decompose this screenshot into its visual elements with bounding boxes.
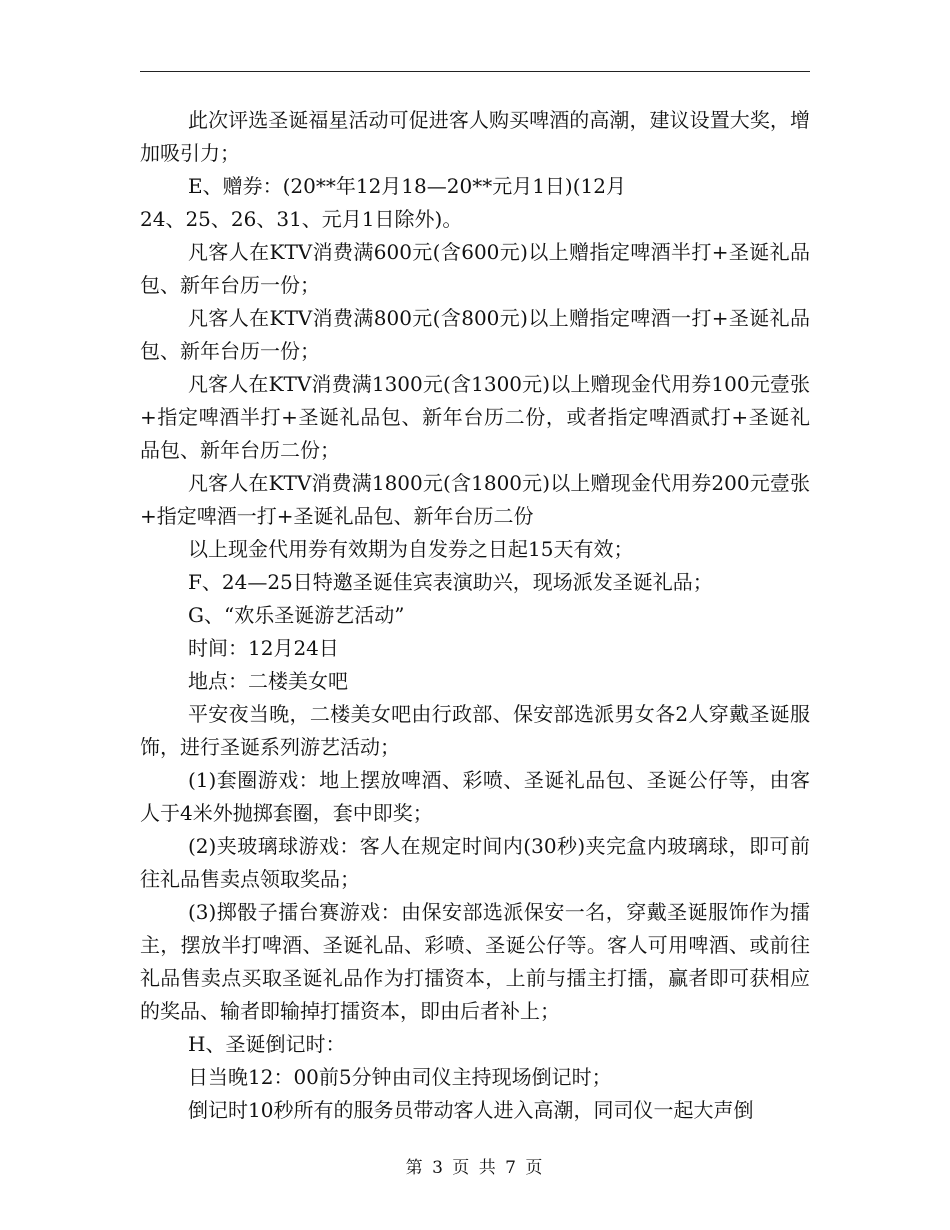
header-rule <box>140 71 810 72</box>
paragraph: (1)套圈游戏：地上摆放啤酒、彩喷、圣诞礼品包、圣诞公仔等，由客人于4米外抛掷套圈，套中即奖； <box>140 768 810 825</box>
paragraph: 凡客人在KTV消费满600元(含600元)以上赠指定啤酒半打+圣诞礼品包、新年台历一份； <box>140 240 810 297</box>
paragraph: G、“欢乐圣诞游艺活动” <box>188 603 405 627</box>
paragraph: H、圣诞倒记时： <box>188 1032 346 1056</box>
paragraph: 凡客人在KTV消费满1800元(含1800元)以上赠现金代用券200元壹张+指定啤酒一打+圣诞礼品包、新年台历二份 <box>140 471 810 528</box>
paragraph: 凡客人在KTV消费满1300元(含1300元)以上赠现金代用券100元壹张+指定啤酒半打+圣诞礼品包、新年台历二份，或者指定啤酒贰打+圣诞礼品包、新年台历二份； <box>140 372 810 462</box>
paragraph: F、24—25日特邀圣诞佳宾表演助兴，现场派发圣诞礼品； <box>188 570 713 594</box>
paragraph: 地点：二楼美女吧 <box>188 669 348 693</box>
paragraph: 凡客人在KTV消费满800元(含800元)以上赠指定啤酒一打+圣诞礼品包、新年台历一份； <box>140 306 810 363</box>
paragraph: (2)夹玻璃球游戏：客人在规定时间内(30秒)夹完盒内玻璃球，即可前往礼品售卖点领取奖品； <box>140 834 810 891</box>
paragraph: 时间：12月24日 <box>188 636 339 660</box>
page-number: 第 3 页 共 7 页 <box>405 1158 545 1178</box>
paragraph: (3)掷骰子擂台赛游戏：由保安部选派保安一名，穿戴圣诞服饰作为擂主，摆放半打啤酒、圣诞礼品、彩喷、圣诞公仔等。客人可用啤酒、或前往礼品售卖点买取圣诞礼品作为打擂资本，上前与擂主打擂，赢者即可获相应的奖品、输者即输掉打擂资本，即由后者补上； <box>140 900 810 1023</box>
paragraph: 以上现金代用券有效期为自发券之日起15天有效； <box>188 537 634 561</box>
paragraph: 平安夜当晚，二楼美女吧由行政部、保安部选派男女各2人穿戴圣诞服饰，进行圣诞系列游艺活动； <box>140 702 810 759</box>
document-body <box>140 104 810 1127</box>
paragraph: 日当晚12：00前5分钟由司仪主持现场倒记时； <box>188 1065 612 1089</box>
paragraph: 倒记时10秒所有的服务员带动客人进入高潮，同司仪一起大声倒 <box>188 1098 754 1122</box>
paragraph: 此次评选圣诞福星活动可促进客人购买啤酒的高潮，建议设置大奖，增加吸引力； <box>140 108 810 165</box>
paragraph: 24、25、26、31、元月1日除外)。 <box>140 207 463 231</box>
paragraph: E、赠券：(20**年12月18—20**元月1日)(12月 <box>188 174 626 198</box>
